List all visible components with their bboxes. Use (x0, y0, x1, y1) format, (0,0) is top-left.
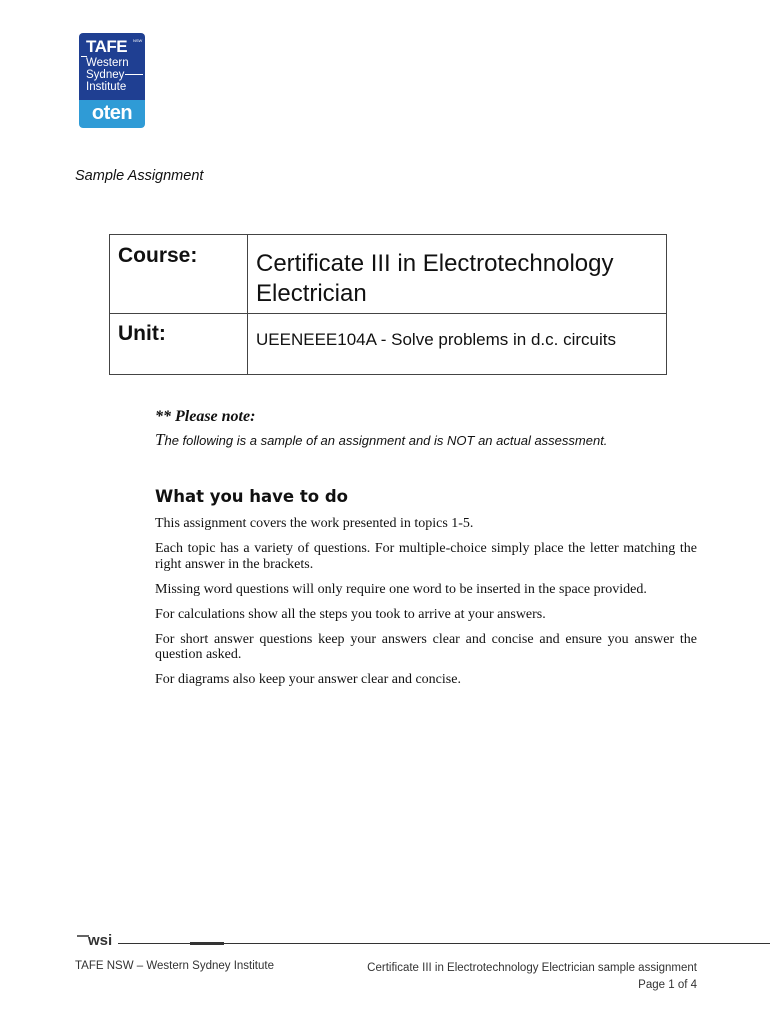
course-label: Course: (118, 244, 198, 267)
logo-line-3: Institute (86, 81, 127, 93)
unit-value: UEENEEE104A - Solve problems in d.c. circuits (256, 330, 616, 349)
logo-line-1: Western (86, 57, 129, 69)
instruction-paragraph: For diagrams also keep your answer clear and concise. (155, 672, 461, 687)
logo-brand: TAFE (86, 37, 128, 56)
note-text (155, 430, 607, 450)
wsi-logo-text: wsi (88, 932, 113, 949)
instruction-paragraph: For short answer questions keep your answers clear and concise and ensure you answer the question asked. (155, 631, 697, 662)
footer-rule-accent (190, 942, 224, 945)
logo-rule-2 (125, 74, 143, 75)
page-number: Page 1 of 4 (638, 979, 697, 991)
instruction-paragraph: For calculations show all the steps you took to arrive at your answers. (155, 606, 546, 622)
note-text-first-letter: T (155, 430, 165, 449)
wsi-logo (77, 930, 121, 948)
instruction-paragraph: Missing word questions will only require one word to be inserted in the space provided. (155, 581, 647, 597)
note-heading: ** Please note: (155, 408, 256, 425)
section-heading: What you have to do (155, 487, 348, 506)
logo-rule-1 (81, 56, 87, 57)
course-info-table (109, 234, 667, 375)
footer-institute: TAFE NSW – Western Sydney Institute (75, 960, 274, 972)
instruction-paragraph: Each topic has a variety of questions. For multiple-choice simply place the letter matching the right answer in the brackets. (155, 541, 697, 572)
table-row-divider (110, 313, 666, 314)
table-column-divider (247, 235, 248, 374)
logo-line-2: Sydney (86, 69, 125, 81)
document-type-label: Sample Assignment (75, 168, 204, 184)
note-text-body: he following is a sample of an assignment and is NOT an actual assessment. (164, 433, 608, 448)
tafe-logo (79, 33, 145, 128)
unit-label: Unit: (118, 322, 166, 345)
instruction-paragraph: This assignment covers the work presented in topics 1-5. (155, 516, 474, 531)
footer-right (367, 960, 697, 994)
logo-sub-brand: oten (91, 102, 133, 124)
instructions-body (155, 516, 697, 697)
footer-document-title: Certificate III in Electrotechnology Electrician sample assignment (367, 962, 697, 974)
logo-brand-sub: NSW (133, 38, 143, 43)
course-value: Certificate III in Electrotechnology Electrician (256, 250, 614, 307)
